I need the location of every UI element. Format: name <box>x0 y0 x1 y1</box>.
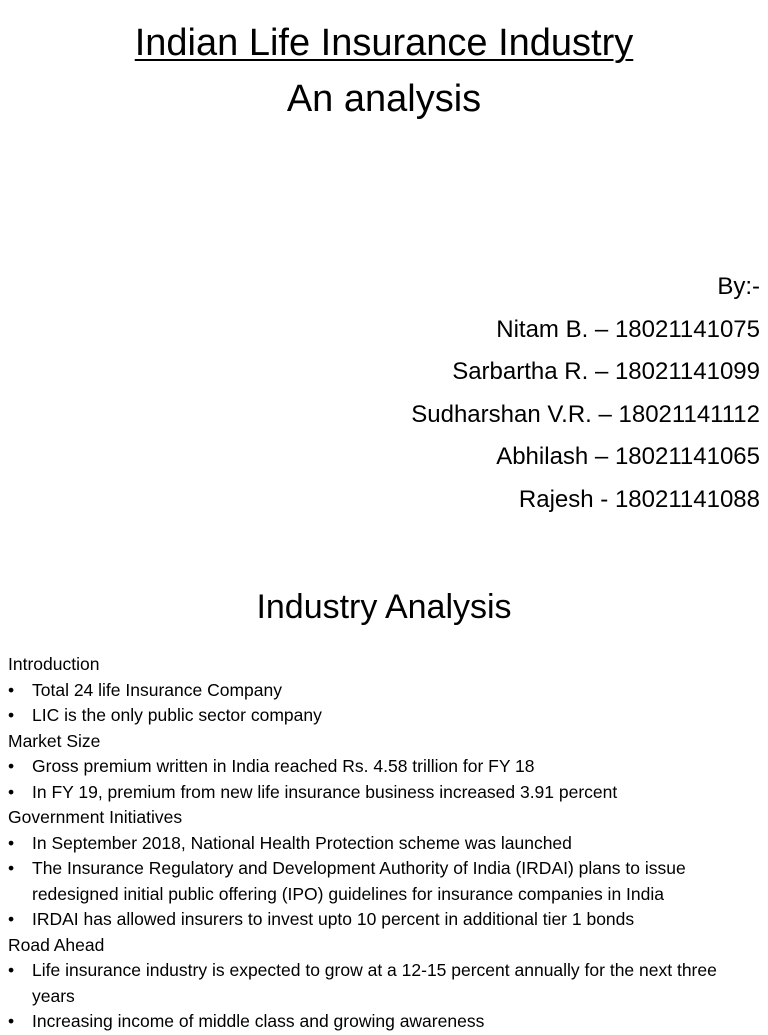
author-line: Sarbartha R. – 18021141099 <box>452 358 760 385</box>
bullet-icon: • <box>8 756 15 776</box>
by-label: By:- <box>717 273 760 300</box>
bullet-text: In September 2018, National Health Protection scheme was launched <box>32 832 572 853</box>
section-heading: Government Initiatives <box>8 807 183 827</box>
bullet-text: LIC is the only public sector company <box>32 705 322 725</box>
bullet-text: Gross premium written in India reached Rs. 4.58 trillion for FY 18 <box>32 756 535 776</box>
industry-analysis-slide <box>0 540 768 1031</box>
list-item <box>8 831 760 857</box>
list-item <box>8 754 760 780</box>
list-item <box>8 678 760 704</box>
bullet-text: Increasing income of middle class and growing awareness <box>32 1011 485 1031</box>
cover-subtitle: An analysis <box>286 78 482 120</box>
section-heading: Road Ahead <box>8 934 105 955</box>
list-item <box>8 907 760 933</box>
author-line: Abhilash – 18021141065 <box>496 443 760 470</box>
bullet-icon: • <box>8 858 15 878</box>
list-item <box>8 703 760 729</box>
bullet-text: Life insurance industry is expected to grow at a 12-15 percent annually for the next three years <box>32 960 717 1006</box>
bullet-icon: • <box>8 832 15 853</box>
list-item <box>8 856 760 907</box>
list-item <box>8 1009 760 1035</box>
bullet-text: Total 24 life Insurance Company <box>32 679 282 700</box>
analysis-content <box>8 652 760 1035</box>
list-item <box>8 780 760 806</box>
cover-title: Indian Life Insurance Industry <box>134 22 634 64</box>
section-heading: Market Size <box>8 730 101 751</box>
analysis-title: Industry Analysis <box>256 588 512 626</box>
bullet-icon: • <box>8 679 15 700</box>
bullet-text: The Insurance Regulatory and Development Authority of India (IRDAI) plans to issue redesigned initial public offering (IPO) guidelines for insurance companies in India <box>32 858 686 904</box>
bullet-icon: • <box>8 1011 15 1031</box>
bullet-text: In FY 19, premium from new life insurance business increased 3.91 percent <box>32 781 618 802</box>
bullet-icon: • <box>8 960 15 980</box>
author-line: Rajesh - 18021141088 <box>518 485 760 513</box>
author-line: Sudharshan V.R. – 18021141112 <box>411 400 760 428</box>
bullet-icon: • <box>8 705 15 725</box>
section-heading: Introduction <box>8 654 100 674</box>
authors-block <box>411 266 760 521</box>
author-line: Nitam B. – 18021141075 <box>496 315 760 343</box>
list-item <box>8 958 760 1009</box>
bullet-icon: • <box>8 781 15 802</box>
bullet-text: IRDAI has allowed insurers to invest upto 10 percent in additional tier 1 bonds <box>32 909 635 929</box>
bullet-icon: • <box>8 909 15 929</box>
